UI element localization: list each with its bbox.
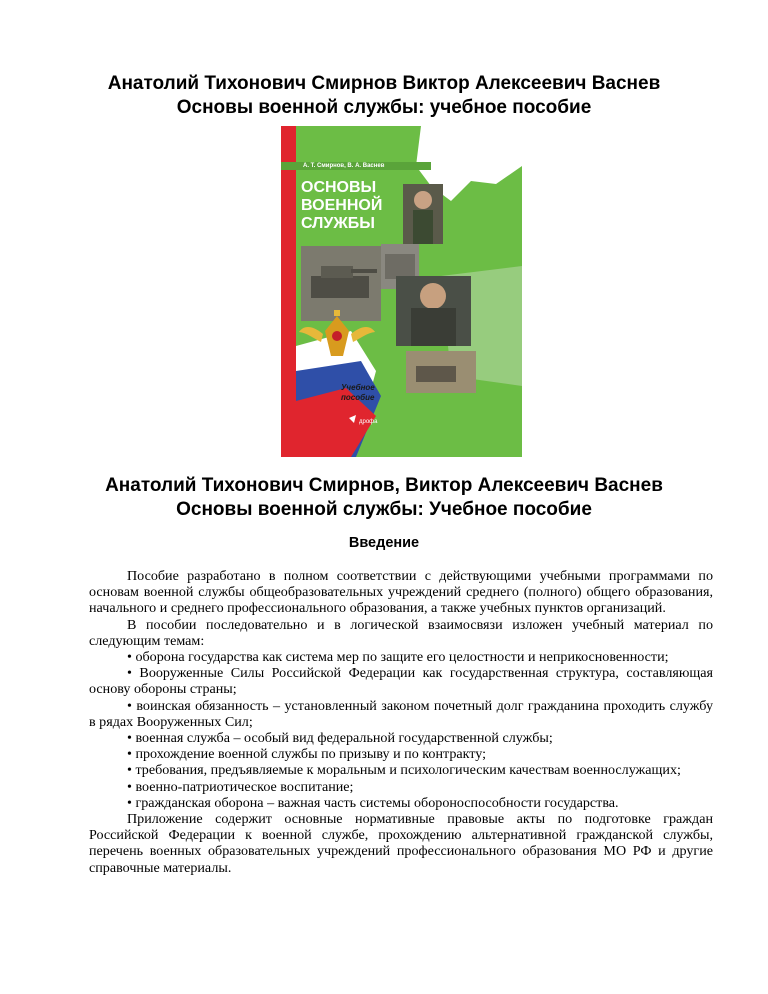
cover-subtitle-line-1: Учебное — [341, 383, 375, 392]
section-title: Введение — [348, 535, 420, 551]
list-item: • прохождение военной службы по призыву и по контракту; — [127, 746, 487, 763]
list-item: • требования, предъявляемые к моральным и психологическим качествам военнослужащих; — [127, 762, 681, 779]
paragraph: Пособие разработано в полном соответствии с действующими учебными программами по основам военной службы общеобразовательных учреждений среднего (полного) общего образования, начального и среднего профессионального образования, а также учебных пунктов организаций. — [89, 568, 713, 617]
book-title-heading-1 — [0, 72, 768, 120]
list-item: • Вооруженные Силы Российской Федерации как государственная структура, составляющая основу обороны страны; — [89, 665, 713, 698]
authors-line: Анатолий Тихонович Смирнов, Виктор Алексеевич Васнев — [105, 475, 663, 496]
cover-title-line-1: ОСНОВЫ — [301, 179, 377, 196]
title-line: Основы военной службы: учебное пособие — [176, 97, 592, 118]
authors-line: Анатолий Тихонович Смирнов Виктор Алексеевич Васнев — [107, 73, 661, 94]
list-item: • воинская обязанность – установленный законом почетный долг гражданина проходить службу в рядах Вооруженных Сил; — [89, 697, 713, 730]
convoy-photo — [406, 351, 476, 393]
tank-photo — [301, 246, 381, 321]
cover-subtitle-line-2: пособие — [341, 393, 375, 402]
title-line: Основы военной службы: Учебное пособие — [176, 499, 592, 520]
book-cover-image — [281, 126, 522, 457]
cover-publisher: дрофа — [359, 419, 378, 425]
cover-title-line-3: СЛУЖБЫ — [301, 215, 375, 232]
introduction-text — [89, 568, 713, 876]
soldier-photo — [403, 184, 443, 244]
list-item: • военно-патриотическое воспитание; — [127, 778, 354, 795]
book-title-heading-2 — [0, 474, 768, 522]
paragraph: В пособии последовательно и в логической взаимосвязи изложен учебный материал по следующим темам: — [89, 616, 713, 649]
list-item: • военная служба – особый вид федеральной государственной службы; — [127, 730, 553, 747]
paragraph: Приложение содержит основные нормативные правовые акты по подготовке граждан Российской Федерации к военной службе, прохождению альтернативной гражданской службы, перечень военных образовательных учреждений профессионального образования МО РФ и другие справочные материалы. — [89, 811, 713, 876]
list-item: • гражданская оборона – важная часть системы обороноспособности государства. — [127, 794, 619, 811]
cover-title-line-2: ВОЕННОЙ — [301, 197, 383, 214]
pilot-photo — [396, 276, 471, 346]
list-item: • оборона государства как система мер по защите его целостности и неприкосновенности; — [127, 649, 669, 666]
cover-authors: А. Т. Смирнов, В. А. Васнев — [303, 163, 385, 169]
